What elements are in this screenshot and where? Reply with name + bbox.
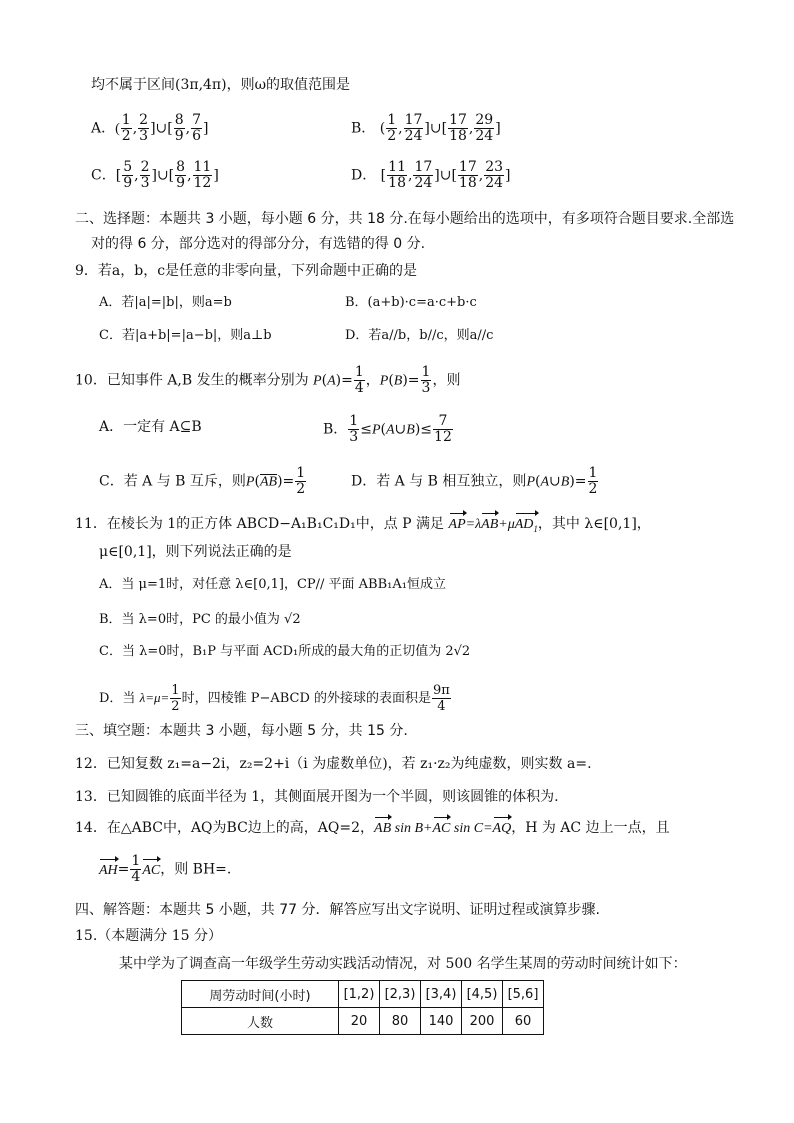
- q10-option-d-text: D．若 A 与 B 相互独立，则: [351, 473, 527, 490]
- fraction: $\frac{1}{2}$: [121, 112, 131, 144]
- table-cell: [4,5): [462, 981, 503, 1008]
- table-cell: 20: [339, 1008, 380, 1035]
- q15-intro: 某中学为了调查高一年级学生劳动实践活动情况，对 500 名学生某周的劳动时间统计如下：: [119, 956, 687, 972]
- q11-stem-line1: 11．在棱长为 1的正方体 ABCD−A₁B₁C₁D₁中，点 P 满足 AP=λAB+μAD$_1$，其中 λ∈[0,1]，: [75, 514, 651, 539]
- q8-option-d: D． [ $\frac{11}{18}$ , $\frac{17}{24}$ ]∪[ $\frac{17}{18}$ , $\frac{23}{24}$ ]: [351, 159, 511, 191]
- table-cell: [3,4): [421, 981, 462, 1008]
- q11-option-d-mid: 时，四棱锥 P−ABCD 的外接球的表面积是: [181, 691, 432, 706]
- option-label: C．: [91, 167, 116, 184]
- option-label: B．: [323, 421, 348, 438]
- q15-head: 15.（本题满分 15 分）: [75, 928, 222, 944]
- q11-stem-line2: μ∈[0,1]，则下列说法正确的是: [99, 544, 292, 560]
- q8-option-c: C．[ $\frac{5}{9}$ , $\frac{2}{3}$ ]∪[ $\frac{8}{9}$ , $\frac{11}{12}$ ]: [91, 159, 219, 191]
- q9-option-d: D．若a//b，b//c，则a//c: [345, 328, 494, 343]
- fraction: $\frac{17}{24}$: [414, 159, 433, 191]
- fraction: $\frac{17}{18}$: [458, 159, 477, 191]
- fraction: $\frac{11}{18}$: [388, 159, 406, 191]
- q9-option-a: A．若|a|=|b|，则a=b: [99, 295, 232, 310]
- option-label: B．: [351, 120, 376, 137]
- fraction: $\frac{8}{9}$: [176, 159, 186, 191]
- q10-stem-tail: ，则: [432, 372, 461, 389]
- fraction: $\frac{1}{3}$: [421, 364, 431, 396]
- table-cell: 80: [380, 1008, 421, 1035]
- q8-option-b: B． ( $\frac{1}{2}$ , $\frac{17}{24}$ ]∪[ $\frac{17}{18}$ , $\frac{29}{24}$ ]: [351, 112, 501, 144]
- q14-line1: 14．在△ABC中，AQ为BC边上的高，AQ=2，AB sin B+AC sin C=AQ，H 为 AC 边上一点，且: [75, 818, 670, 839]
- q13-text: 13．已知圆锥的底面半径为 1，其侧面展开图为一个半圆，则该圆锥的体积为.: [75, 789, 559, 805]
- labor-time-table: [181, 980, 544, 1035]
- q11-option-b: B．当 λ=0时，PC 的最小值为 √2: [99, 612, 301, 627]
- fraction: $\frac{5}{9}$: [123, 159, 133, 191]
- q10-stem-text: 10．已知事件 A,B 发生的概率分别为: [75, 372, 309, 389]
- fraction: $\frac{1}{4}$: [131, 853, 141, 885]
- q11-stem-text: 11．在棱长为 1的正方体 ABCD−A₁B₁C₁D₁中，点 P 满足: [75, 516, 445, 532]
- table-cell: [5,6]: [503, 981, 544, 1008]
- option-label: A．: [91, 120, 116, 137]
- section-2-title-line2: 对的得 6 分，部分选对的得部分分，有选错的得 0 分.: [91, 236, 426, 252]
- table-header-cell: 周劳动时间(小时): [182, 981, 339, 1008]
- table-cell: 60: [503, 1008, 544, 1035]
- fraction: $\frac{1}{2}$: [171, 683, 180, 714]
- table-row: [182, 981, 544, 1008]
- fraction: $\frac{29}{24}$: [475, 112, 494, 144]
- q12-text: 12．已知复数 z₁=a−2i，z₂=2+i（i 为虚数单位)，若 z₁·z₂为纯虚数，则实数 a=.: [75, 756, 592, 772]
- fraction: $\frac{7}{6}$: [192, 112, 202, 144]
- fraction: $\frac{17}{18}$: [449, 112, 467, 144]
- q11-stem-tail: ，其中 λ∈[0,1]，: [537, 516, 651, 532]
- q8-stem: 均不属于区间(3π,4π)，则ω的取值范围是: [91, 77, 351, 93]
- table-cell: [1,2): [339, 981, 380, 1008]
- fraction: $\frac{7}{12}$: [434, 413, 452, 445]
- table-header-cell: 人数: [182, 1008, 339, 1035]
- table-row: [182, 1008, 544, 1035]
- q8-option-a: A．( $\frac{1}{2}$ , $\frac{2}{3}$ ]∪[ $\frac{8}{9}$ , $\frac{7}{6}$ ]: [91, 112, 209, 144]
- fraction: $\frac{23}{24}$: [485, 159, 504, 191]
- q11-option-a: A．当 μ=1时，对任意 λ∈[0,1]，CP// 平面 ABB₁A₁恒成立: [99, 577, 446, 592]
- fraction: $\frac{9\pi}{4}$: [433, 683, 450, 714]
- q11-option-d: D．当 λ=μ= $\frac{1}{2}$ 时，四棱锥 P−ABCD 的外接球的表面积是 $\frac{9\pi}{4}$: [99, 683, 450, 714]
- q14-line1-text: 14．在△ABC中，AQ为BC边上的高，AQ=2，: [75, 820, 375, 836]
- fraction: $\frac{8}{9}$: [174, 112, 184, 144]
- section-3-title: 三、填空题：本题共 3 小题，每小题 5 分，共 15 分.: [75, 723, 408, 739]
- fraction: $\frac{2}{3}$: [140, 159, 150, 191]
- fraction: $\frac{11}{12}$: [193, 159, 212, 191]
- q9-option-c: C．若|a+b|=|a−b|，则a⊥b: [99, 328, 272, 343]
- q14-line2: AH= $\frac{1}{4}$ AC，则 BH=.: [99, 853, 232, 885]
- q11-option-c: C．当 λ=0时，B₁P 与平面 ACD₁所成的最大角的正切值为 2√2: [99, 644, 471, 659]
- q14-line2-tail: ，则 BH=.: [160, 861, 232, 878]
- fraction: $\frac{1}{2}$: [588, 465, 598, 497]
- fraction: $\frac{1}{4}$: [354, 364, 364, 396]
- fraction: $\frac{1}{2}$: [296, 465, 306, 497]
- q10-option-a: A．一定有 A⊆B: [99, 419, 202, 435]
- fraction: $\frac{17}{24}$: [404, 112, 423, 144]
- table-cell: 140: [421, 1008, 462, 1035]
- fraction: $\frac{1}{2}$: [387, 112, 397, 144]
- q9-option-b: B．(a+b)·c=a·c+b·c: [345, 295, 477, 310]
- q10-option-d: D．若 A 与 B 相互独立，则P(A∪B)= $\frac{1}{2}$: [351, 465, 598, 497]
- q10-option-c-text: C．若 A 与 B 互斥，则: [99, 473, 246, 490]
- option-label: D．: [351, 167, 377, 184]
- section-4-title: 四、解答题：本题共 5 小题，共 77 分．解答应写出文字说明、证明过程或演算步骤.: [75, 902, 600, 918]
- table-cell: [2,3): [380, 981, 421, 1008]
- q10-option-b: B． $\frac{1}{3}$ ≤P(A∪B)≤ $\frac{7}{12}$: [323, 413, 452, 445]
- q11-option-d-text: D．当: [99, 691, 136, 706]
- q10-option-c: C．若 A 与 B 互斥，则P(AB)= $\frac{1}{2}$: [99, 465, 306, 497]
- fraction: $\frac{2}{3}$: [139, 112, 149, 144]
- q9-stem: 9．若a，b，c是任意的非零向量，下列命题中正确的是: [75, 263, 418, 279]
- fraction: $\frac{1}{3}$: [349, 413, 359, 445]
- section-2-title-line1: 二、选择题：本题共 3 小题，每小题 6 分，共 18 分.在每小题给出的选项中，有多项符合题目要求.全部选: [75, 211, 735, 227]
- q14-line1-tail: ，H 为 AC 边上一点，且: [511, 820, 670, 836]
- table-cell: 200: [462, 1008, 503, 1035]
- q10-stem: 10．已知事件 A,B 发生的概率分别为 P(A)= $\frac{1}{4}$ ，P(B)= $\frac{1}{3}$ ，则: [75, 364, 461, 396]
